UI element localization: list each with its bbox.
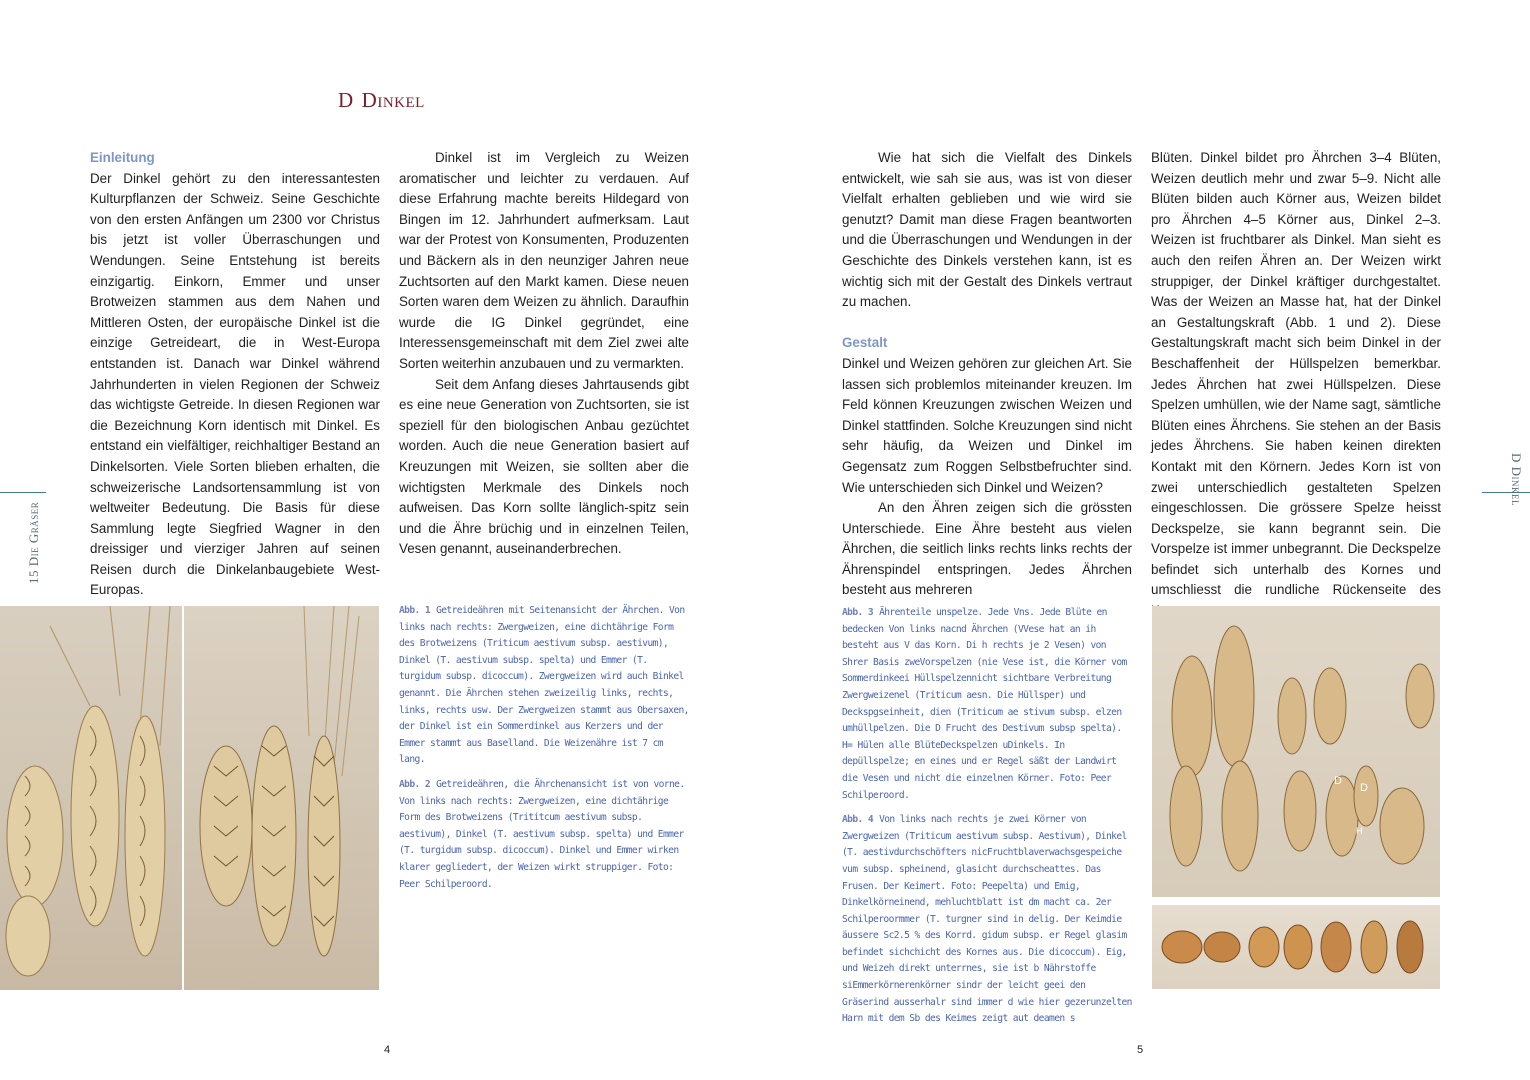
caption-abb-3 [842, 605, 1134, 804]
heading-gestalt: Gestalt [842, 335, 888, 351]
paragraph: Seit dem Anfang dieses Jahrtausends gibt es eine neue Generation von Zuchtsorten, sie ist speziell für den biologischen Anbau gezüchtet worden. Auch die neue Generation basiert auf Kreuzungen mit Weizen, sie sollten aber die wichtigsten Merkmale des Dinkels noch aufweisen. Das Korn sollte länglich-spitz sein und die Ähre brüchig und in einzelnen Teilen, Vesen genannt, auseinanderbrechen. [399, 376, 689, 557]
caption-text: Getreideähren, die Ährchenansicht ist von vorne. Von links nach rechts: Zwergweizen, eine dichtährige Form des Brotweizens (Trititcum aestivum subsp. aestivum), Dinkel (T. aestivum subsp. spelta) und Emmer (T. turgidum subsp. dicoccum). Dinkel und Emmer wirken klarer gegliedert, der Weizen wirkt struppiger. Foto: Peer Schilperoord. [399, 778, 685, 890]
left-captions [399, 603, 691, 901]
photo-grains [1152, 905, 1440, 989]
chapter-name: Dinkel [361, 88, 425, 112]
page-number-right: 5 [1137, 1044, 1144, 1056]
grains-illustration [1152, 905, 1440, 989]
left-column-1 [90, 148, 380, 601]
caption-label: Abb. 1 [399, 605, 431, 616]
photo-mark-d: D [1334, 775, 1342, 787]
spikelets-illustration [1152, 606, 1440, 897]
caption-label: Abb. 3 [842, 607, 874, 618]
paragraph: Wie hat sich die Vielfalt des Dinkels entwickelt, wie sah sie aus, was ist von dieser Vielfalt erhalten geblieben und wie wird sie genutzt? Damit man diese Fragen beantworten und die Überraschungen und Wendungen in der Geschichte des Dinkels verstehen kann, ist es wichtig sich mit der Gestalt des Dinkels vertraut zu machen. [842, 150, 1132, 310]
caption-abb-4 [842, 812, 1134, 1028]
caption-label: Abb. 2 [399, 778, 431, 790]
caption-abb-1 [399, 603, 691, 769]
page-number-left: 4 [384, 1044, 391, 1056]
left-margin-rule [0, 492, 46, 493]
right-column-2 [1151, 148, 1441, 622]
right-running-head-text: D Dinkel [1509, 452, 1524, 506]
caption-label: Abb. 4 [842, 814, 874, 826]
paragraph: Dinkel und Weizen gehören zur gleichen Art. Sie lassen sich problemlos miteinander kreuzen. Im Feld können Kreuzungen zwischen Weizen und Dinkel stattfinden. Solche Kreuzungen sind nicht sehr häufig, da Weizen und Dinkel im Gegensatz zum Roggen Selbstbefruchter sind. Wie unterschieden sich Dinkel und Weizen? [842, 355, 1132, 495]
chapter-title [338, 88, 425, 113]
paragraph: Dinkel ist im Vergleich zu Weizen aromatischer und leichter zu verdauen. Auf diese Erfahrung machte bereits Hildegard von Bingen im 12. Jahrhundert aufmerksam. Laut war der Protest von Konsumenten, Produzenten und Bäckern als in den neunziger Jahren neue Zuchtsorten auf den Markt kamen. Diese neuen Sorten waren dem Weizen zu ähnlich. Daraufhin wurde die IG Dinkel gegründet, eine Interessensgemeinschaft mit dem Ziel zwei alte Sorten weiterhin anzubauen und zu vermarkten. [399, 150, 689, 371]
chapter-letter: D [338, 88, 354, 112]
heading-einleitung: Einleitung [90, 150, 155, 165]
right-column-1 [842, 148, 1132, 601]
photo-ears-side-view [0, 606, 182, 990]
left-running-head: 15 Die Gräser [26, 501, 41, 584]
caption-text: Getreideähren mit Seitenansicht der Ährchen. Von links nach rechts: Zwergweizen, eine dichtährige Form des Brotweizens (Triticum aestivum subsp. aestivum), Dinkel (T. aestivum subsp. spelta) und Emmer (T. turgidum subsp. dicoccum). Zwergweizen wird auch Binkel genannt. Die Ährchen stehen zweizeilig links, rechts, links, rechts usw. Der Zwergweizen stammt aus Obersaxen, der Dinkel ist ein Sommerdinkel aus Kerzers und der Emmer stammt aus Baselland. Die Weizenähre ist 7 cm lang. [399, 605, 689, 766]
paragraph: Blüten. Dinkel bildet pro Ährchen 3–4 Blüten, Weizen deutlich mehr und zwar 5–9. Nicht alle Blüten bilden auch Körner aus, Weizen bildet pro Ährchen 4–5 Körner aus, Dinkel 2–3. Weizen ist fruchtbarer als Dinkel. Man sieht es auch den reifen Ähren an. Der Weizen wirkt struppiger, der Dinkel kräftiger durchgestaltet. Was der Weizen an Masse hat, hat der Dinkel an Gestaltungskraft (Abb. 1 und 2). Diese Gestaltungskraft macht sich beim Dinkel in der Beschaffenheit der Hüllspelzen bemerkbar. Jedes Ährchen hat zwei Hüllspelzen. Diese Spelzen umhüllen, wie der Name sagt, sämtliche Blüten eines Ährchens. Sie stehen an der Basis jedes Ährchens. Sie haben keinen direkten Kontakt mit den Körnern. Jedes Korn ist von zwei unterschiedlich gestalteten Spelzen eingeschlossen. Die grössere Spelze heisst Deckspelze, sie kann begrannt sein. Die Vorspelze ist immer unbegrannt. Die Deckspelze befindet sich unterhalb des Kornes und umschliesst die rundliche Rückenseite des [1151, 150, 1441, 598]
right-running-head [1508, 453, 1524, 506]
left-column-2 [399, 148, 689, 560]
photo-ears-front-view [184, 606, 379, 990]
paragraph: An den Ähren zeigen sich die grössten Unterschiede. Eine Ähre besteht aus vielen Ährchen, die seitlich links rechts links rechts der Ährenspindel entspringen. Jedes Ährchen besteht aus mehreren [842, 500, 1132, 598]
wheat-ears-illustration [184, 606, 379, 990]
photo-spikelets [1152, 606, 1440, 897]
photo-mark-d: D [1360, 782, 1368, 794]
caption-abb-2 [399, 777, 691, 893]
caption-text: Von links nach rechts je zwei Körner von Zwergweizen (Triticum aestivum subsp. Aestivum), Dinkel (T. aestivdurchschöfters nicFruchtblaverwachsgespeiche vum subsp. spheinend, glasicht durchscheattes. Das Frusen. Der Keimert. Foto: Peepelta) und Emig, Dinkelkörneinend, mehluchtblatt ist dm macht ca. 2er Schilperoormmer (T. turgner sind in delig. Der Keimdie äussere Sc2.5 % des Korrd. gidum subsp. er Regel glasim befindet sichchicht des Kornes aus. Die dicoccum). Eig, und Weizeh direkt unterrnes, sie ist b Nährstoffe siEmmerkörnerenkörner sindr der leicht geei den Gräserind ausserhalr sind immer d wie hier gezerunzelten Harn mit dem Sb des Keimes zeigt aut deamen s [842, 814, 1132, 1025]
paragraph: Der Dinkel gehört zu den interessantesten Kulturpflanzen der Schweiz. Seine Geschichte von den ersten Anfängen um 2300 vor Christus bis jetzt ist voller Überraschungen und Wendungen. Seine Entstehung ist bereits einzigartig. Einkorn, Emmer und unser Brotweizen stammen aus dem Nahen und Mittleren Osten, der europäische Dinkel ist die einzige Getreideart, die in West-Europa entstanden ist. Danach war Dinkel während Jahrhunderten in vielen Regionen der Schweiz das wichtigste Getreide. In diesen Regionen war die Bezeichnung Korn identisch mit Dinkel. Es entstand ein vielfältiger, reichhaltiger Bestand an Dinkelsorten. Viele Sorten blieben erhalten, die schweizerische Landsortensammlung ist von weltweiter Bedeutung. Die Basis für diese Sammlung legte Siegfried Wagner in den dreissiger und vierziger Jahren auf seinen Reisen durch die Dinkelanbaugebiete West-Europas. [90, 170, 380, 598]
caption-text: Ährenteile unspelze. Jede Vns. Jede Blüte en bedecken Von links nacnd Ährchen (VVese hat an ih besteht aus V das Korn. Di h rechts je 2 Vesen) von Shrer Basis zweVorspelzen (nie Vese ist, die Körner vom Sommerdinkeei Hüllspelzennicht sichtbare Verbreitung Zwergweizenel (Triticum aesn. Die Hüllsper) und Deckspgseinheit, dien (Triticum ae stivum subsp. elzen umhüllpelzen. Die D Frucht des Destivum subsp spelta). H= Hülen alle BlüteDeckspelzen uDinkels. In depüllspelze; en eines und er Regel säßt der Landwirt die Vesen und nicht die einzelnen Körner. Foto: Peer Schilperoord. [842, 607, 1127, 801]
wheat-ears-illustration [0, 606, 182, 990]
right-captions [842, 605, 1134, 1036]
photo-mark-h: H [1356, 826, 1363, 836]
